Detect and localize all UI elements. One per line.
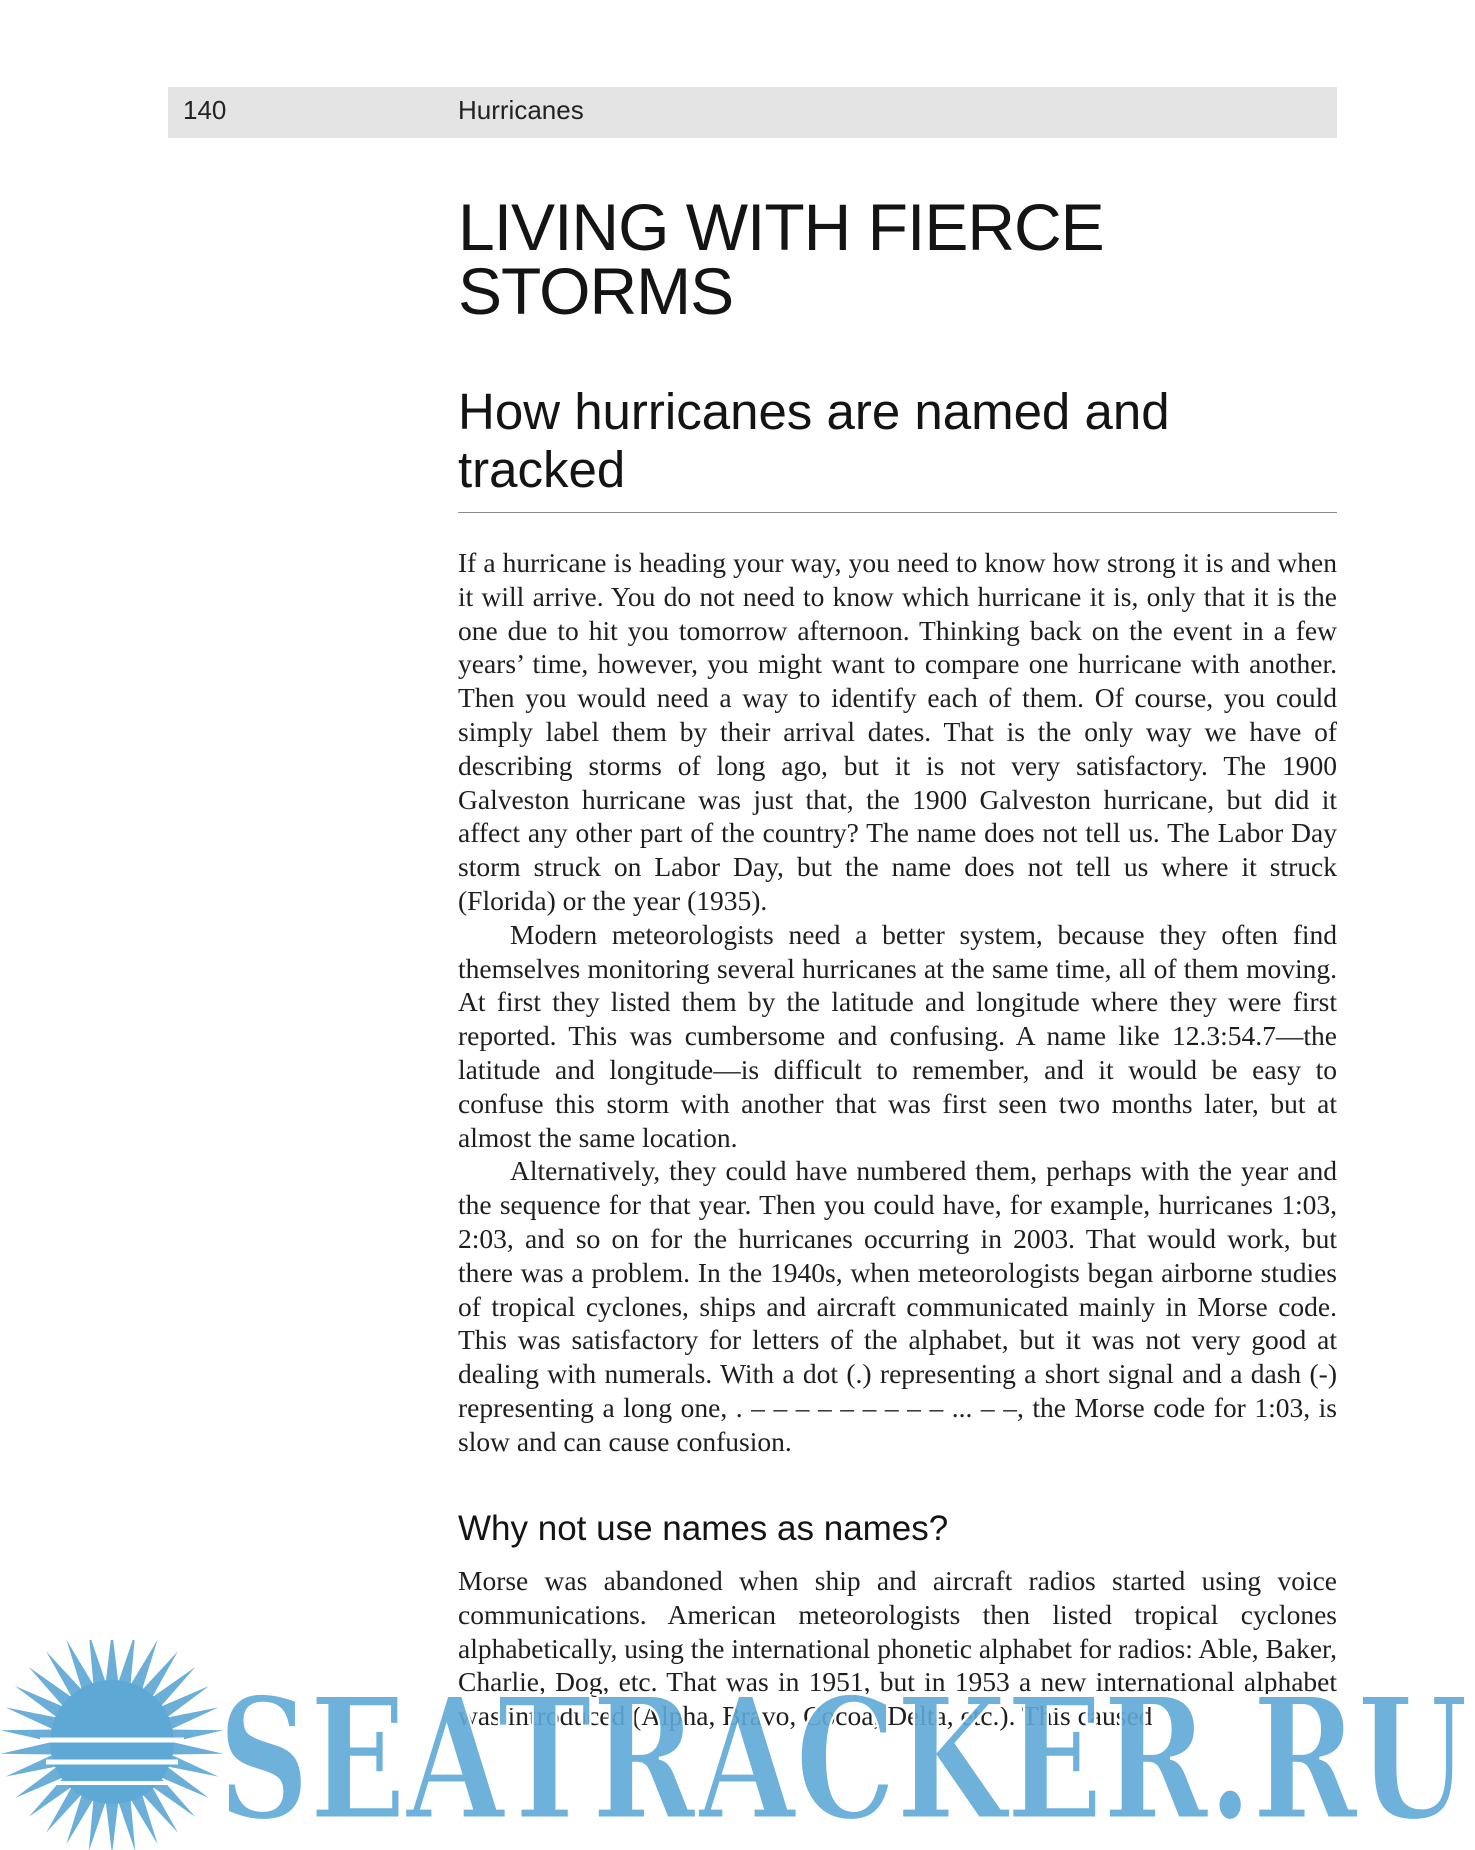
section-rule bbox=[458, 512, 1337, 513]
paragraph: Morse was abandoned when ship and aircraft radios started using voice communications. American meteorologists then listed tropical cyclones alphabetically, using the international phonetic alphabet for radios: Able, Baker, Charlie, Dog, etc. That was in 1951, but in 1953 a new international alphabet was introduced (Alpha, Bravo, Cocoa, Delta, etc.). This caused bbox=[458, 1565, 1337, 1732]
page-number: 140 bbox=[183, 95, 227, 125]
sun-icon bbox=[1, 1640, 224, 1850]
watermark bbox=[0, 1640, 1475, 1850]
running-head: Hurricanes bbox=[458, 95, 584, 125]
paragraph: Alternatively, they could have numbered them, perhaps with the year and the sequence for that year. Then you could have, for example, hurricanes 1:03, 2:03, and so on for the hurricanes occurring in 2003. That would work, but there was a problem. In the 1940s, when meteorologists began airborne studies of tropical cyclones, ships and aircraft communicated mainly in Morse code. This was satisfactory for letters of the alphabet, but it was not very good at dealing with numerals. With a dot (.) representing a short signal and a dash (-) representing a long one, . – – – – – – – – – ... – –, the Morse code for 1:03, is slow and can cause confusion. bbox=[458, 1155, 1337, 1457]
watermark-text: SEATRACKER.RU bbox=[218, 1660, 1468, 1850]
section-title: How hurricanes are named and tracked bbox=[458, 383, 1170, 498]
chapter-title: LIVING WITH FIERCE STORMS bbox=[458, 190, 1104, 328]
subsection-title: Why not use names as names? bbox=[458, 1509, 949, 1548]
paragraph: If a hurricane is heading your way, you need to know how strong it is and when it will arrive. You do not need to know which hurricane it is, only that it is the one due to hit you tomorrow afternoon. Thinking back on the event in a few years’ time, however, you might want to compare one hurricane with another. Then you would need a way to identify each of them. Of course, you could simply label them by their arrival dates. That is the only way we have of describing storms of long ago, but it is not very satisfactory. The 1900 Galveston hurricane was just that, the 1900 Galveston hurricane, but did it affect any other part of the country? The name does not tell us. The Labor Day storm struck on Labor Day, but the name does not tell us where it struck (Florida) or the year (1935). bbox=[458, 547, 1337, 916]
section-body bbox=[458, 546, 1337, 1459]
paragraph: Modern meteorologists need a better system, because they often find themselves monitoring several hurricanes at the same time, all of them moving. At first they listed them by the latitude and longitude where they were first reported. This was cumbersome and confusing. A name like 12.3:54.7—the latitude and longitude—is difficult to remember, and it would be easy to confuse this storm with another that was first seen two months later, but at almost the same location. bbox=[458, 918, 1337, 1153]
running-header bbox=[168, 87, 1337, 138]
